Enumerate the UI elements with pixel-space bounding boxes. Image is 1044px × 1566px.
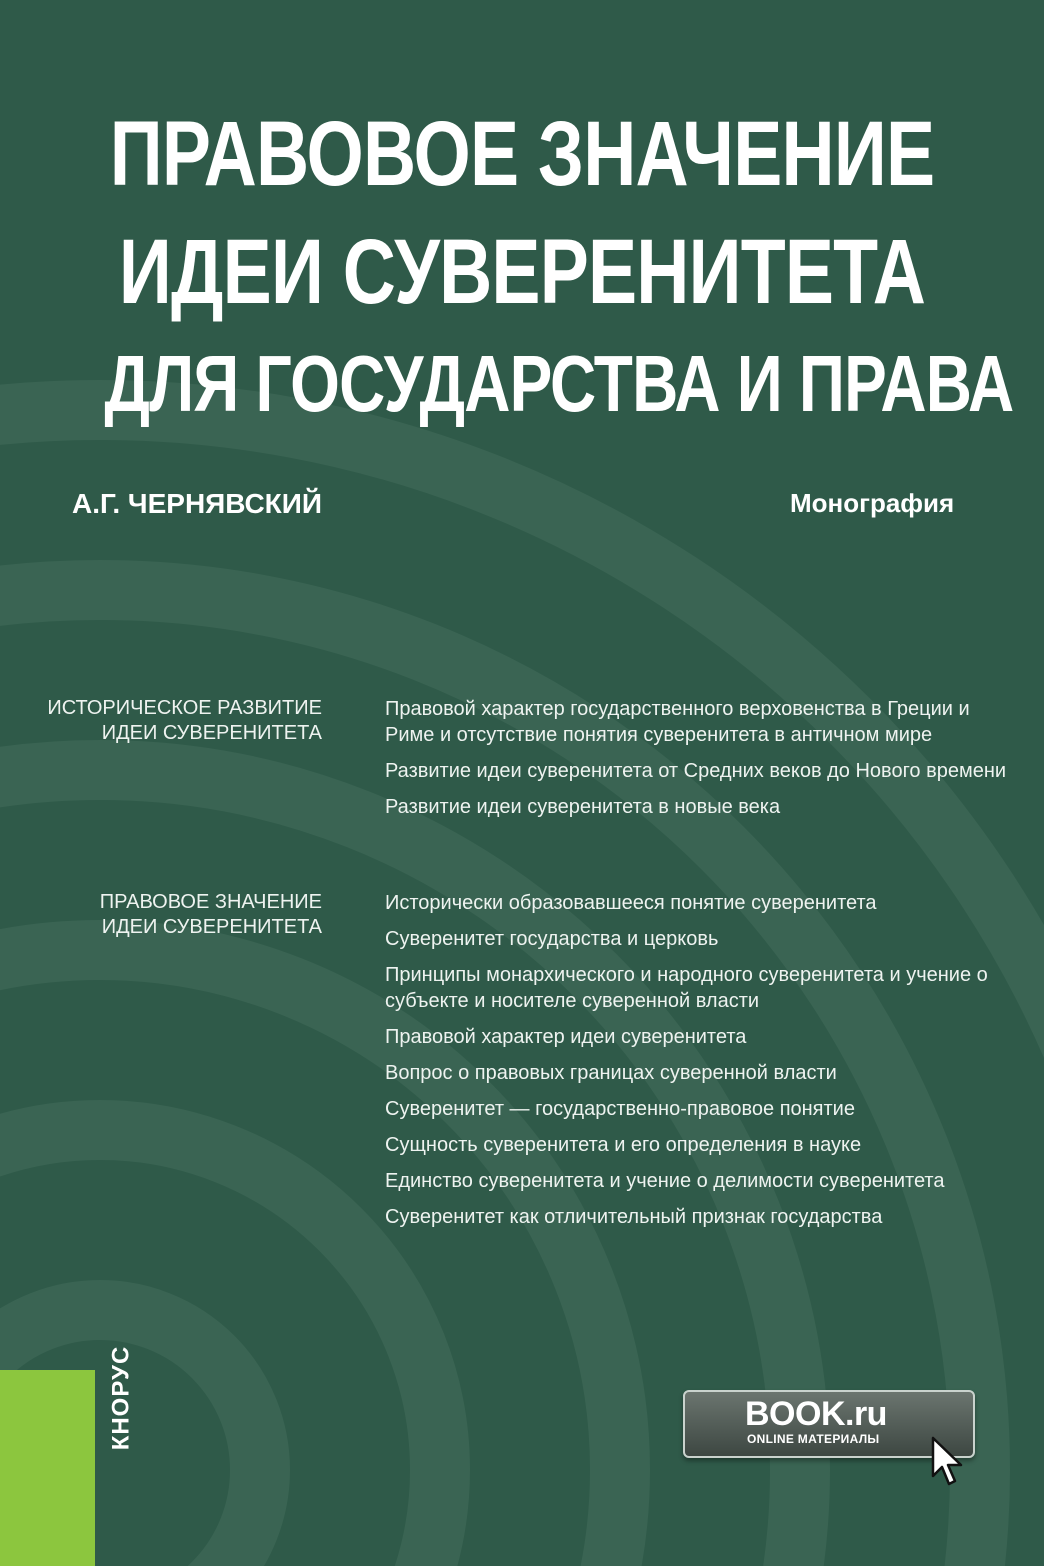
topic-item: Сущность суверенитета и его определения в науке bbox=[385, 1134, 862, 1156]
publisher-logo bbox=[101, 1336, 141, 1460]
topic-item: Суверенитет государства и церковь bbox=[385, 928, 719, 950]
mouse-pointer-icon bbox=[930, 1436, 964, 1488]
section-1-label bbox=[40, 696, 322, 746]
online-materials-label: ONLINE МАТЕРИАЛЫ bbox=[747, 1432, 880, 1446]
title-line-2: ИДЕИ СУВЕРЕНИТЕТА bbox=[118, 221, 926, 323]
genre-label: Монография bbox=[790, 488, 955, 518]
topic-item: Принципы монархического и народного суверенитета и учение о субъекте и носителе суверенной власти bbox=[385, 964, 988, 1012]
topic-item: Единство суверенитета и учение о делимости суверенитета bbox=[385, 1170, 945, 1192]
topic-item: Суверенитет — государственно-правовое понятие bbox=[385, 1098, 855, 1120]
topic-item: Правовой характер идеи суверенитета bbox=[385, 1026, 747, 1048]
section-2-topics bbox=[385, 890, 1015, 1240]
topic-item: Развитие идеи суверенитета в новые века bbox=[385, 796, 781, 818]
section-2-label bbox=[40, 890, 322, 940]
title-line-3: ДЛЯ ГОСУДАРСТВА И ПРАВА bbox=[104, 339, 1014, 428]
accent-strip bbox=[0, 1370, 95, 1566]
author-name: А.Г. ЧЕРНЯВСКИЙ bbox=[72, 488, 323, 519]
topic-item: Правовой характер государственного верховенства в Греции и Риме и отсутствие понятия суверенитета в античном мире bbox=[385, 698, 970, 746]
topic-item: Развитие идеи суверенитета от Средних веков до Нового времени bbox=[385, 760, 1007, 782]
topic-item: Суверенитет как отличительный признак государства bbox=[385, 1206, 883, 1228]
section-1-label-line: ИСТОРИЧЕСКОЕ РАЗВИТИЕ bbox=[47, 697, 322, 719]
topic-item: Вопрос о правовых границах суверенной власти bbox=[385, 1062, 837, 1084]
section-1-topics bbox=[385, 696, 1015, 830]
section-1-label-line: ИДЕИ СУВЕРЕНИТЕТА bbox=[101, 722, 322, 744]
section-2-label-line: ПРАВОВОЕ ЗНАЧЕНИЕ bbox=[99, 891, 322, 913]
section-2-label-line: ИДЕИ СУВЕРЕНИТЕТА bbox=[101, 916, 322, 938]
title-line-1: ПРАВОВОЕ ЗНАЧЕНИЕ bbox=[109, 103, 935, 205]
topic-item: Исторически образовавшееся понятие суверенитета bbox=[385, 892, 877, 914]
publisher-name: КНОРУС bbox=[107, 1345, 135, 1451]
book-ru-label: BOOK.ru bbox=[745, 1395, 887, 1433]
